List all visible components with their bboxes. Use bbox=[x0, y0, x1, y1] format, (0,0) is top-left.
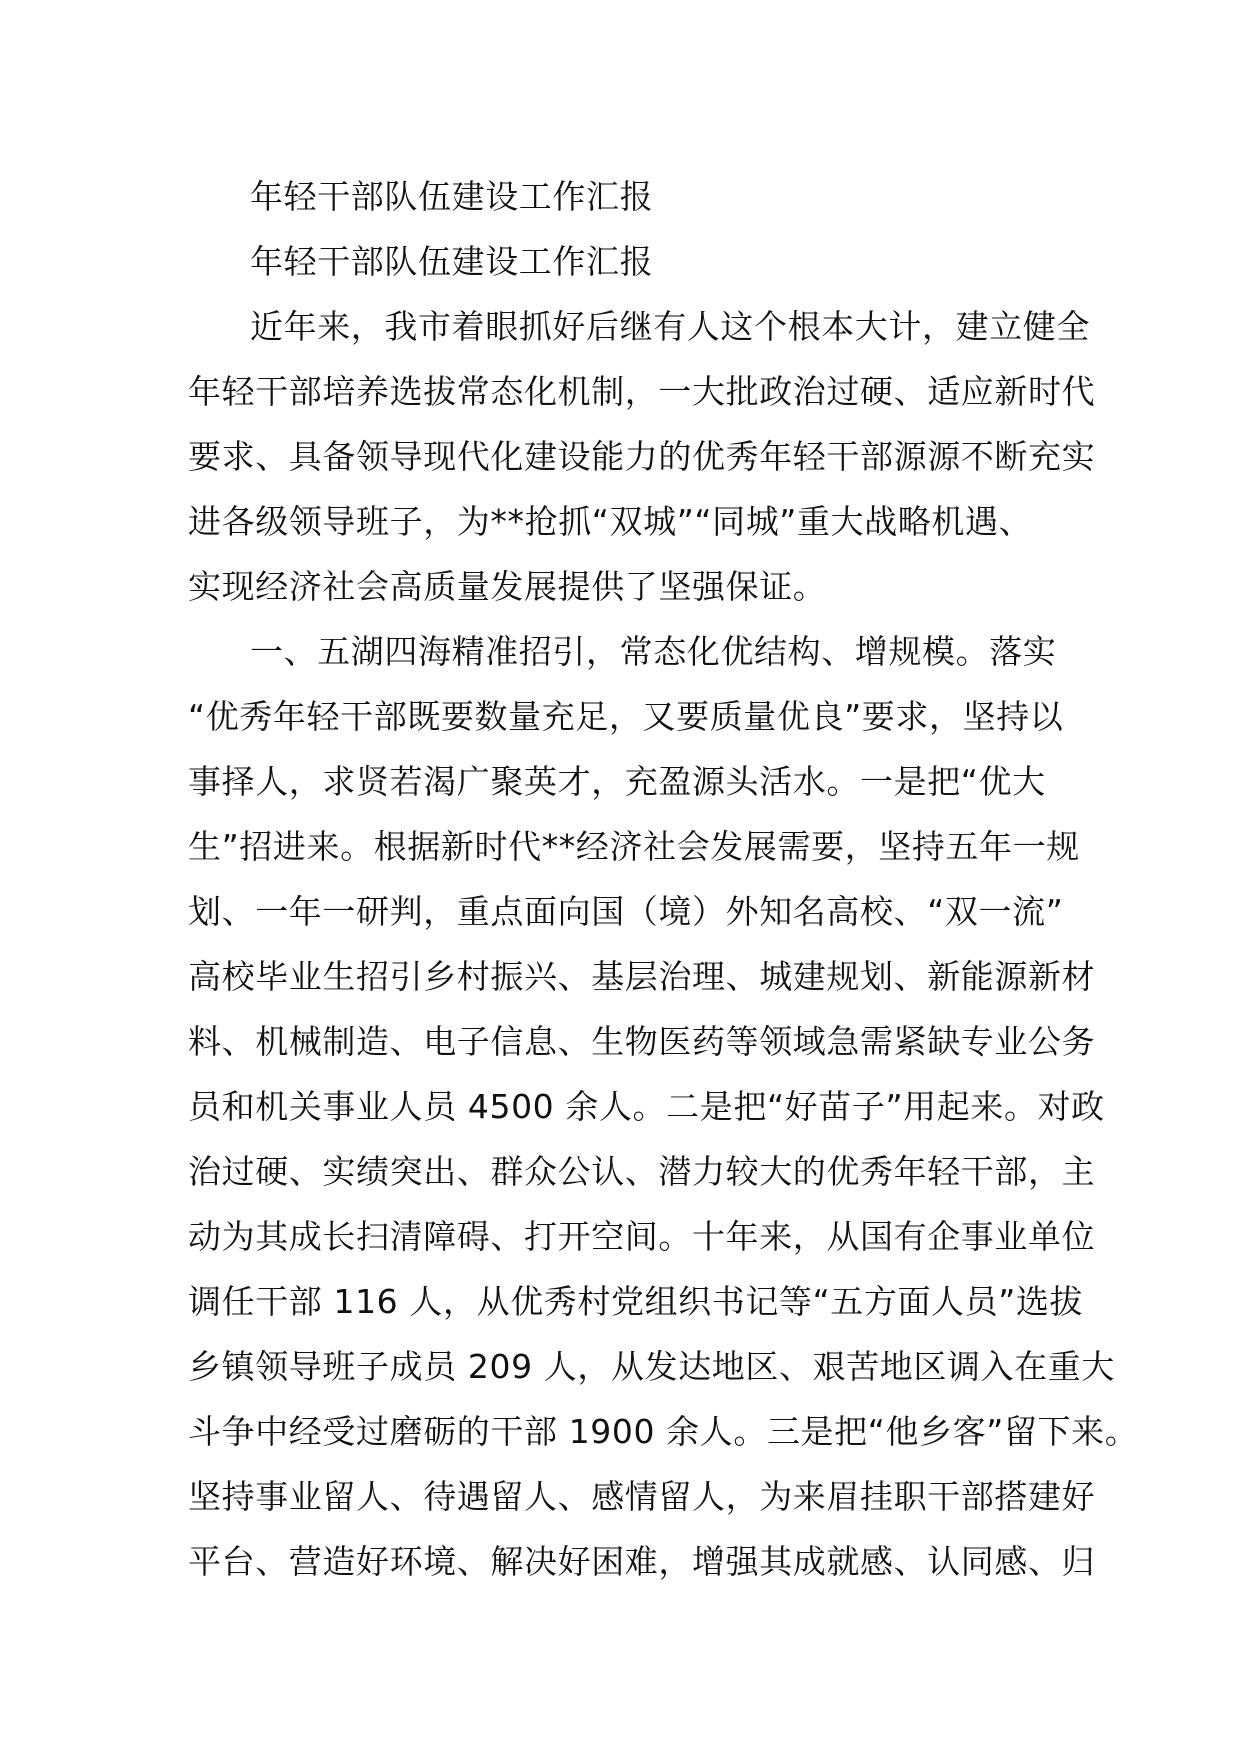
section-one-line-5: 划、一年一研判，重点面向国（境）外知名高校、“双一流” bbox=[188, 892, 1064, 931]
paragraph-intro-line-2: 年轻干部培养选拔常态化机制，一大批政治过硬、适应新时代 bbox=[188, 372, 1096, 411]
section-one-line-9: 治过硬、实绩突出、群众公认、潜力较大的优秀年轻干部，主 bbox=[188, 1152, 1096, 1191]
section-one-line-7: 料、机械制造、电子信息、生物医药等领域急需紧缺专业公务 bbox=[188, 1022, 1096, 1061]
paragraph-intro-line-1: 近年来，我市着眼抓好后继有人这个根本大计，建立健全 bbox=[250, 307, 1090, 346]
section-one-line-10: 动为其成长扫清障碍、打开空间。十年来，从国有企事业单位 bbox=[188, 1217, 1096, 1256]
section-one-line-4: 生”招进来。根据新时代**经济社会发展需要，坚持五年一规 bbox=[188, 827, 1080, 866]
section-one-line-3: 事择人，求贤若渴广聚英才，充盈源头活水。一是把“优大 bbox=[188, 762, 1046, 801]
section-one-line-12: 乡镇领导班子成员 209 人，从发达地区、艰苦地区调入在重大 bbox=[188, 1347, 1115, 1386]
section-one-line-8: 员和机关事业人员 4500 余人。二是把“好苗子”用起来。对政 bbox=[188, 1087, 1105, 1126]
section-one-line-15: 平台、营造好环境、解决好困难，增强其成就感、认同感、归 bbox=[188, 1542, 1096, 1581]
section-one-line-1: 一、五湖四海精准招引，常态化优结构、增规模。落实 bbox=[250, 632, 1057, 671]
paragraph-intro-line-3: 要求、具备领导现代化建设能力的优秀年轻干部源源不断充实 bbox=[188, 437, 1096, 476]
section-one-line-13: 斗争中经受过磨砺的干部 1900 余人。三是把“他乡客”留下来。 bbox=[188, 1412, 1139, 1451]
section-one-line-14: 坚持事业留人、待遇留人、感情留人，为来眉挂职干部搭建好 bbox=[188, 1477, 1096, 1516]
section-one-line-11: 调任干部 116 人，从优秀村党组织书记等“五方面人员”选拔 bbox=[188, 1282, 1084, 1321]
document-title-repeat: 年轻干部队伍建设工作汇报 bbox=[250, 242, 654, 281]
document-body bbox=[188, 164, 1139, 1594]
paragraph-intro-line-5: 实现经济社会高质量发展提供了坚强保证。 bbox=[188, 567, 827, 606]
section-one-line-6: 高校毕业生招引乡村振兴、基层治理、城建规划、新能源新材 bbox=[188, 957, 1096, 996]
section-one-line-2: “优秀年轻干部既要数量充足，又要质量优良”要求，坚持以 bbox=[188, 697, 1064, 736]
paragraph-intro-line-4: 进各级领导班子，为**抢抓“双城”“同城”重大战略机遇、 bbox=[188, 502, 1033, 541]
document-title: 年轻干部队伍建设工作汇报 bbox=[250, 177, 654, 216]
